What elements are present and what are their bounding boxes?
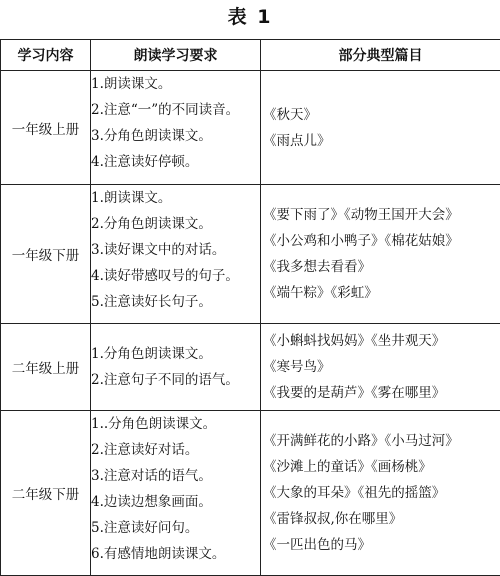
- grade-cell: 一年级下册: [1, 185, 91, 324]
- table-row: [1, 324, 500, 411]
- requirement-item: 5.注意读好长句子。: [91, 294, 212, 310]
- requirement-item: 3.读好课文中的对话。: [91, 242, 226, 258]
- reading-requirements-table: [0, 39, 500, 576]
- requirement-item: 4.边读边想象画面。: [91, 494, 212, 510]
- work-title: 《我多想去看看》: [263, 259, 371, 275]
- table-row: [1, 411, 500, 576]
- requirement-item: 1.朗读课文。: [91, 190, 172, 206]
- work-title: 《开满鲜花的小路》《小马过河》: [263, 433, 459, 449]
- requirement-item: 1.分角色朗读课文。: [91, 346, 212, 362]
- requirement-item: 3.分角色朗读课文。: [91, 128, 212, 144]
- grade-cell: 二年级上册: [1, 324, 91, 411]
- requirements-cell: [91, 411, 261, 576]
- requirement-item: 1..分角色朗读课文。: [91, 416, 217, 432]
- work-title: 《寒号鸟》: [263, 359, 331, 375]
- requirement-item: 2.注意“一”的不同读音。: [91, 102, 240, 118]
- work-title: 《一匹出色的马》: [263, 537, 371, 553]
- requirements-cell: [91, 185, 261, 324]
- work-title: 《小公鸡和小鸭子》《棉花姑娘》: [263, 233, 459, 249]
- requirement-item: 6.有感情地朗读课文。: [91, 546, 226, 562]
- work-title: 《秋天》: [263, 106, 317, 123]
- requirement-item: 3.注意对话的语气。: [91, 468, 212, 484]
- table-row: [1, 185, 500, 324]
- requirements-cell: [91, 71, 261, 185]
- works-cell: [261, 324, 500, 411]
- works-cell: [261, 71, 500, 185]
- header-learning-content: 学习内容: [1, 40, 91, 71]
- requirement-item: 5.注意读好问句。: [91, 520, 199, 536]
- table-row: [1, 71, 500, 185]
- grade-cell: 一年级上册: [1, 71, 91, 185]
- work-title: 《大象的耳朵》《祖先的摇篮》: [263, 485, 446, 501]
- requirement-item: 4.注意读好停顿。: [91, 154, 199, 170]
- work-title: 《雷锋叔叔,你在哪里》: [263, 511, 403, 527]
- works-cell: [261, 185, 500, 324]
- header-reading-requirements: 朗读学习要求: [91, 40, 261, 71]
- requirement-item: 2.注意句子不同的语气。: [91, 372, 239, 388]
- work-title: 《雨点儿》: [263, 132, 331, 149]
- work-title: 《要下雨了》《动物王国开大会》: [263, 207, 459, 223]
- requirement-item: 2.注意读好对话。: [91, 442, 199, 458]
- grade-cell: 二年级下册: [1, 411, 91, 576]
- table-title: 表 1: [227, 6, 273, 28]
- table-header-row: [1, 40, 500, 71]
- requirements-cell: [91, 324, 261, 411]
- work-title: 《小蝌蚪找妈妈》《坐井观天》: [263, 333, 446, 349]
- works-cell: [261, 411, 500, 576]
- work-title: 《端午粽》《彩虹》: [263, 285, 378, 301]
- work-title: 《沙滩上的童话》《画杨桃》: [263, 459, 432, 475]
- work-title: 《我要的是葫芦》《雾在哪里》: [263, 385, 446, 401]
- requirement-item: 2.分角色朗读课文。: [91, 216, 212, 232]
- requirement-item: 1.朗读课文。: [91, 76, 172, 92]
- header-typical-works: 部分典型篇目: [261, 40, 500, 71]
- requirement-item: 4.读好带感叹号的句子。: [91, 268, 239, 284]
